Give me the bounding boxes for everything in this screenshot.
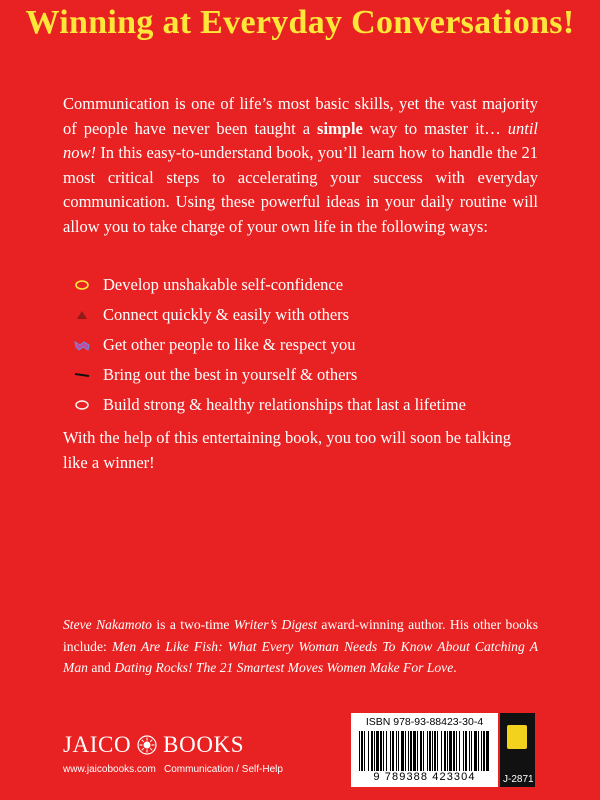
benefit-text: Connect quickly & easily with others	[103, 305, 350, 324]
dash-icon	[73, 369, 90, 381]
benefit-text: Develop unshakable self-confidence	[103, 275, 344, 294]
author-bio-text: is a two-time	[151, 617, 234, 632]
blurb-text-2: way to master it	[362, 118, 485, 138]
benefit-text: Get other people to like & respect you	[103, 335, 356, 354]
benefit-item	[73, 330, 533, 360]
author-name: Steve Nakamoto	[63, 617, 152, 632]
benefit-item	[73, 270, 533, 300]
blurb-text-3: In this easy-to-understand book, you’ll learn how to handle the 21 most critical steps to accelerating your success with everyday communication. Using these powerful ideas in your daily routine will allow you to take charge of your own life in the following ways:	[63, 143, 538, 236]
benefit-item	[73, 390, 533, 420]
author-bio	[63, 614, 538, 679]
book-category: Communication / Self-Help	[164, 764, 283, 775]
description-paragraph	[63, 92, 538, 239]
magazine-name: Writer’s Digest	[233, 617, 317, 632]
book-title-1: Men Are Like Fish: What Every Woman Needs To Know About Catching A Man	[63, 638, 539, 675]
barcode-block	[351, 713, 498, 787]
blurb-italic: until now!	[63, 118, 539, 162]
publisher-logo	[63, 732, 244, 758]
isbn-label: ISBN 978-93-88423-30-4	[365, 716, 484, 728]
publisher-website[interactable]: www.jaicobooks.com	[63, 764, 156, 775]
benefit-text: Bring out the best in yourself & others	[103, 365, 358, 384]
sun-icon	[137, 735, 157, 755]
blurb-ellipsis: …	[484, 118, 508, 138]
book-title-2: Dating Rocks! The 21 Smartest Moves Women Make For Love	[114, 660, 454, 675]
benefit-text: Build strong & healthy relationships that last a lifetime	[103, 395, 466, 414]
triangle-icon	[73, 309, 90, 321]
barcode	[357, 731, 492, 771]
author-bio-text: award-winning author. His other books include:	[63, 617, 538, 654]
closing-paragraph: With the help of this entertaining book, you too will soon be talking like a winner!	[63, 428, 511, 472]
logo-text-right: BOOKS	[163, 732, 245, 757]
benefit-item	[73, 360, 533, 390]
catalog-code: J-2871	[503, 774, 534, 785]
ebook-badge-icon	[507, 725, 527, 749]
author-bio-text: and	[87, 660, 115, 675]
barcode-digits: 9 789388 423304	[373, 771, 476, 783]
back-cover-title: Winning at Everyday Conversations!	[25, 4, 575, 41]
blurb-text-1: Communication is one of life’s most basic skills, yet the vast majority of people have never been taught a	[63, 94, 538, 138]
white-oval-icon	[73, 399, 90, 411]
yellow-oval-icon	[73, 279, 90, 291]
benefits-list	[73, 270, 533, 420]
blurb-bold-simple: simple	[317, 118, 363, 138]
author-bio-text: .	[453, 660, 457, 675]
ribbon-icon	[73, 339, 90, 351]
logo-text-left: JAICO	[63, 732, 132, 757]
benefit-item	[73, 300, 533, 330]
